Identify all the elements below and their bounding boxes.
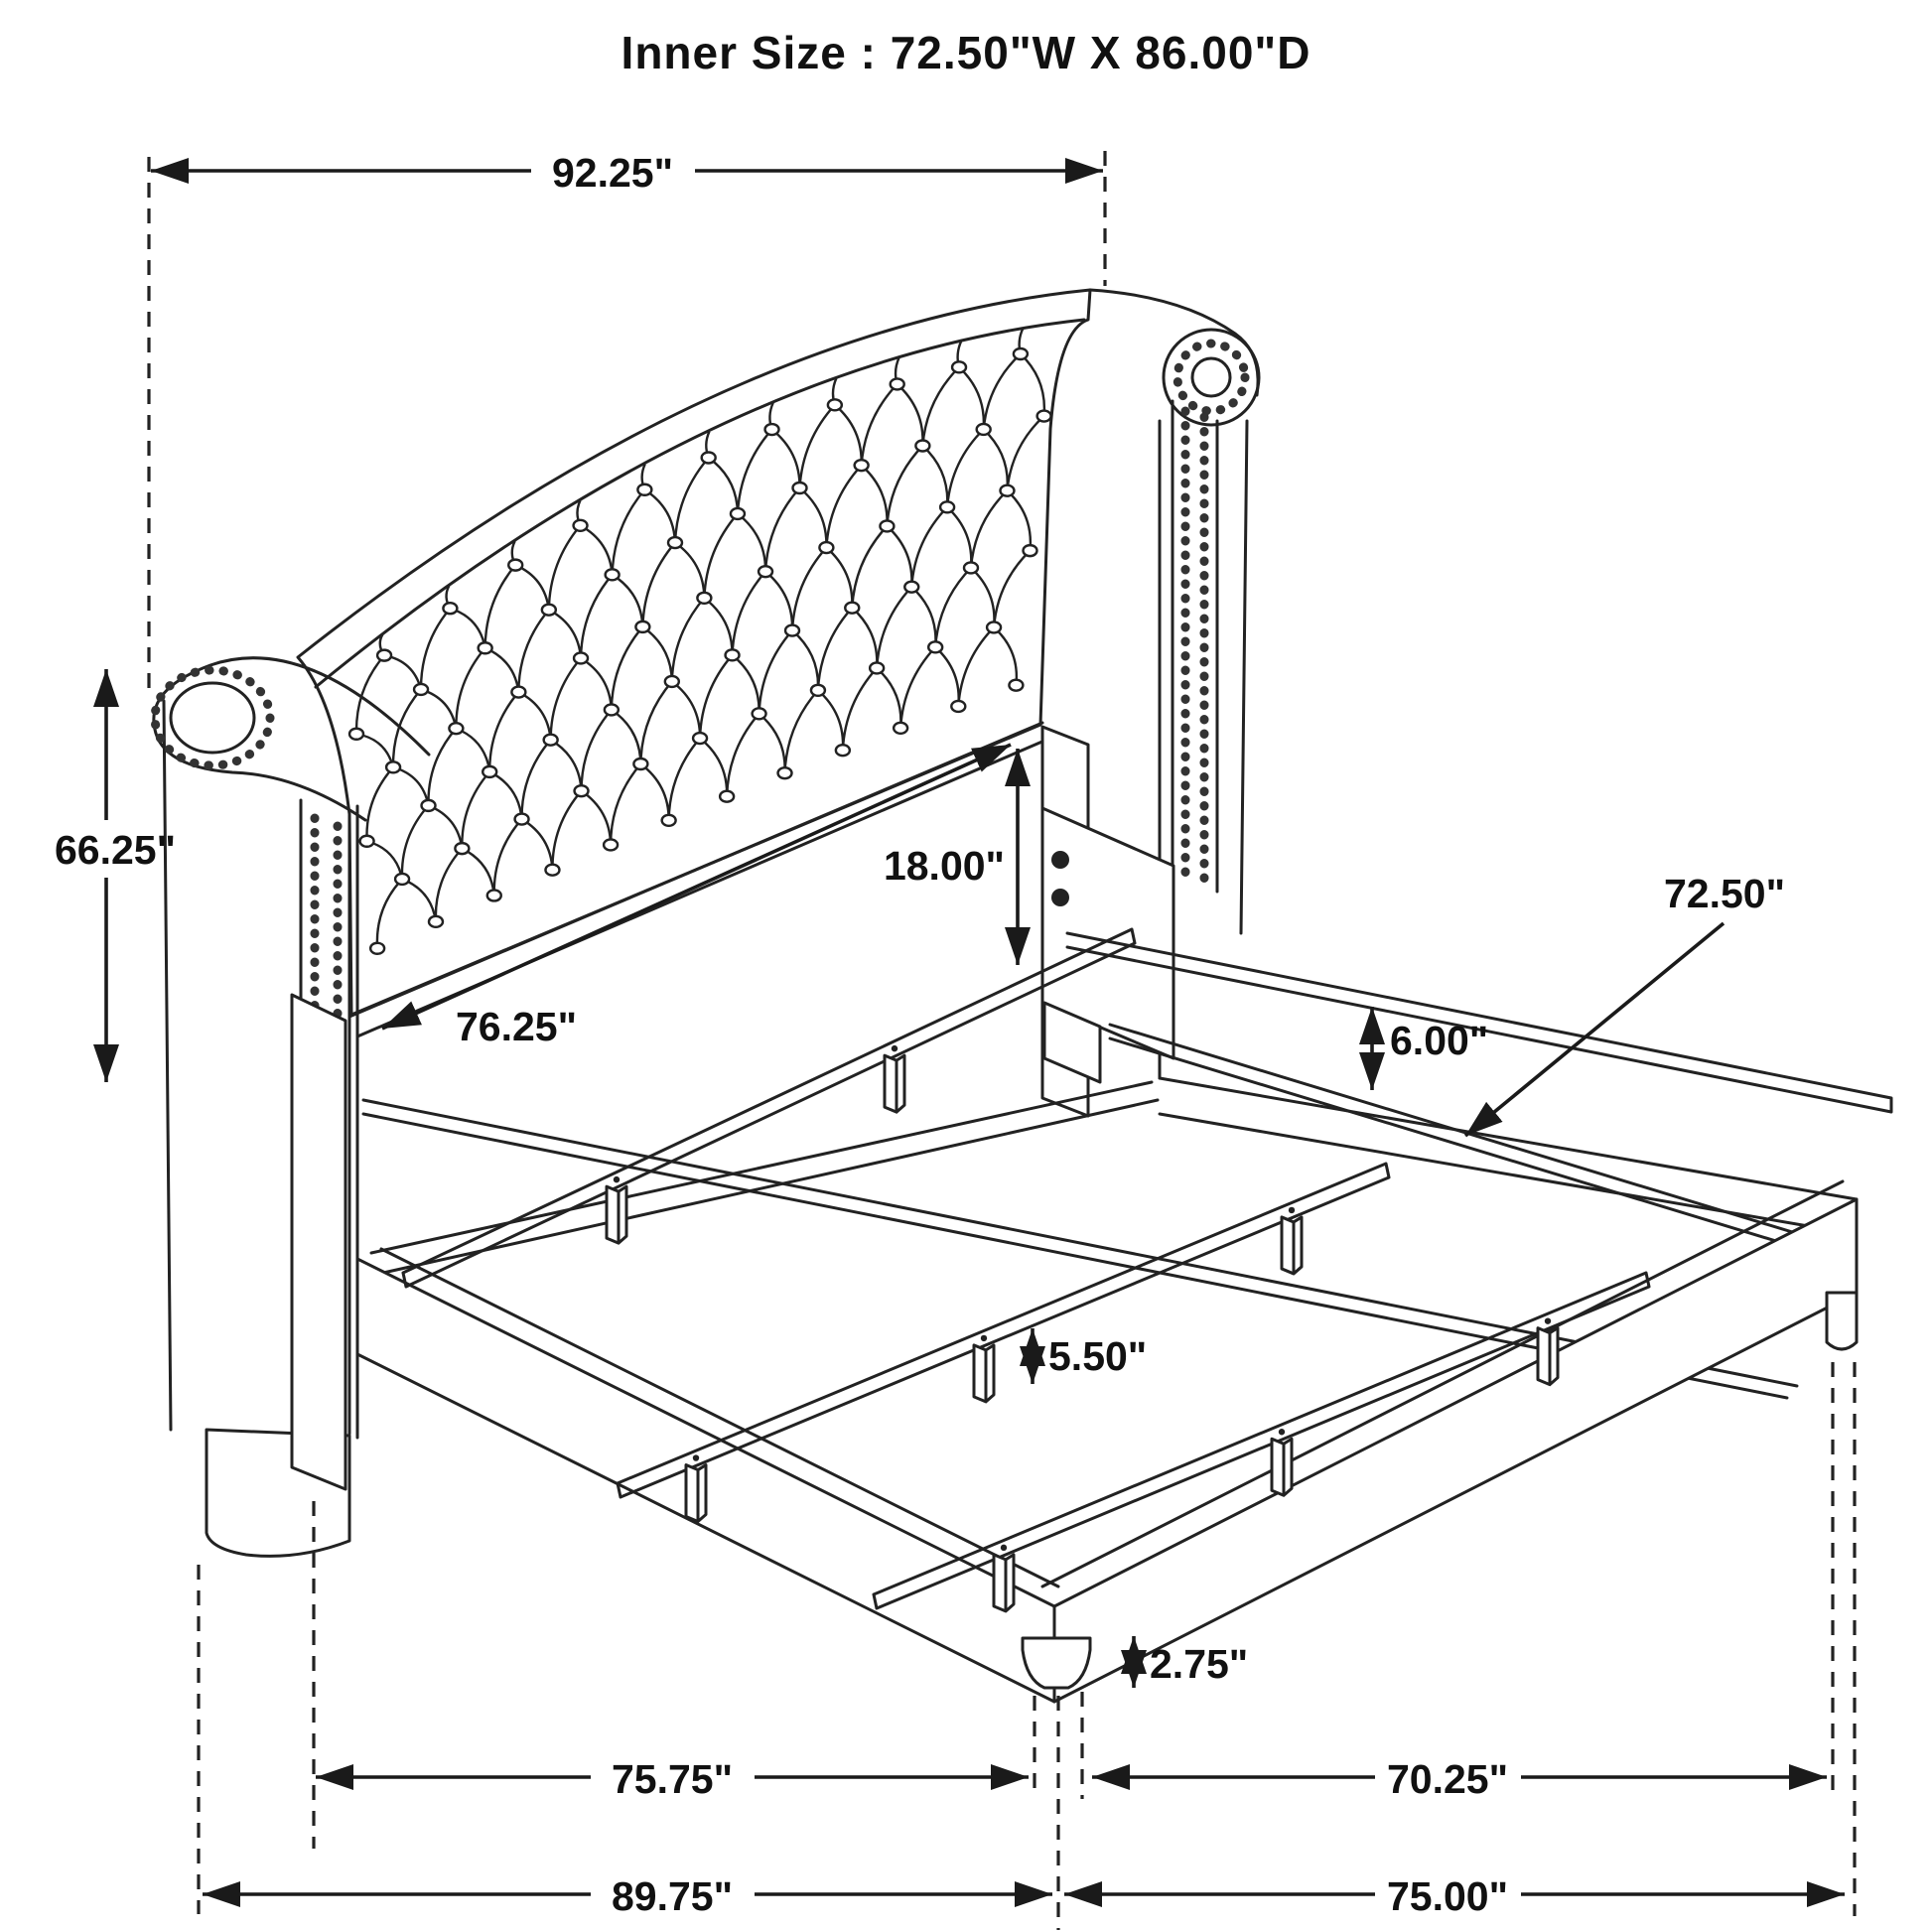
left-scroll-endcap (171, 683, 254, 753)
tuft-button (455, 843, 469, 854)
tuft-button (515, 814, 529, 825)
dim-slat-rail-leader (1465, 923, 1724, 1136)
slat-bolt-dot (892, 1045, 897, 1051)
tuft-button (511, 687, 525, 698)
page-title: Inner Size : 72.50"W X 86.00"D (621, 27, 1311, 78)
tuft-button (765, 424, 779, 435)
tuft-button (1014, 348, 1028, 359)
tuft-button (370, 943, 384, 954)
tuft-button (731, 508, 745, 519)
tuft-button (894, 723, 907, 734)
label-rail-gap: 6.00" (1390, 1018, 1489, 1063)
label-foot-leg-height: 2.75" (1150, 1641, 1249, 1687)
tuft-button (1037, 411, 1051, 422)
label-headboard-clearance: 18.00" (883, 843, 1005, 889)
tuft-button (633, 759, 647, 769)
label-headboard-width: 76.25" (455, 1004, 578, 1049)
tuft-button (483, 766, 496, 777)
tuft-button (828, 399, 842, 410)
tuft-button (753, 708, 766, 719)
tuft-button (575, 785, 589, 796)
tuft-button (880, 520, 894, 531)
tuft-button (987, 621, 1001, 632)
tuft-button (811, 685, 825, 696)
frame-back-edges (371, 1082, 1158, 1273)
tuft-button (785, 625, 799, 636)
tuft-button (836, 745, 850, 756)
tuft-button (778, 767, 792, 778)
tuft-button (891, 378, 904, 389)
tuft-button (697, 593, 711, 604)
left-panel-back-edge (164, 701, 171, 1430)
tuft-button (668, 537, 682, 548)
headboard-panel (298, 290, 1090, 1036)
bolt-hole-bottom (1051, 889, 1069, 906)
label-frame-front-width: 75.75" (611, 1756, 734, 1802)
slat-bolt-dot (1279, 1429, 1285, 1435)
tuft-button (855, 460, 869, 471)
tuft-button (544, 735, 558, 746)
tuft-button (449, 723, 463, 734)
tuft-button (793, 483, 807, 493)
tuft-button (604, 839, 618, 850)
slat-bolt-dot (693, 1454, 699, 1460)
label-overall-depth: 89.75" (611, 1873, 734, 1919)
label-side-rail-length: 70.25" (1386, 1756, 1509, 1802)
tuft-button (1023, 545, 1036, 556)
right-scroll-nailheads (1177, 344, 1245, 411)
tuft-button (606, 569, 620, 580)
label-overall-width: 92.25" (551, 150, 674, 196)
tuft-button (952, 361, 966, 372)
tuft-button (574, 652, 588, 663)
tuft-button (904, 582, 918, 593)
foot-left-leg (1023, 1638, 1090, 1688)
tuft-button (487, 890, 501, 900)
tuft-button (429, 916, 443, 927)
tuft-button (665, 676, 679, 687)
slat-bolt-dot (614, 1176, 620, 1182)
tuft-button (870, 662, 884, 673)
slat-leg (974, 1345, 994, 1402)
tuft-button (845, 603, 859, 614)
right-panel-side-edge (1241, 421, 1247, 933)
foot-right-leg (1827, 1293, 1857, 1349)
tuft-button (977, 424, 991, 435)
tuft-button (574, 520, 588, 531)
tuft-button (1000, 485, 1014, 496)
label-platform-depth: 75.00" (1386, 1873, 1509, 1919)
tuft-button (726, 649, 740, 660)
slat-leg (1538, 1328, 1558, 1385)
slat-leg (1272, 1439, 1292, 1495)
tuft-button (662, 815, 676, 826)
tuft-button (386, 761, 400, 772)
tuft-button (928, 641, 942, 652)
bed-drawing (154, 290, 1891, 1702)
label-slat-leg-height: 5.50" (1048, 1333, 1148, 1379)
slat-bolt-dot (1289, 1207, 1295, 1213)
tuft-button (422, 800, 436, 811)
tuft-button (1009, 680, 1023, 691)
slat-leg (885, 1055, 904, 1112)
tuft-button (479, 642, 492, 653)
tuft-button (443, 603, 457, 614)
tuft-button (964, 562, 978, 573)
slat-leg (1282, 1217, 1302, 1274)
bolt-hole-top (1051, 851, 1069, 869)
tuft-button (542, 605, 556, 616)
tuft-button (637, 484, 651, 495)
tuft-button (349, 729, 363, 740)
slat-bolt-dot (1545, 1317, 1551, 1323)
tuft-button (377, 650, 391, 661)
tuft-button (702, 452, 716, 463)
tuft-button (915, 440, 929, 451)
slat-leg (994, 1555, 1014, 1611)
slat-leg (607, 1186, 626, 1243)
tuft-button (693, 733, 707, 744)
tuft-button (395, 874, 409, 885)
tuft-button (951, 701, 965, 712)
tuft-button (508, 560, 522, 571)
slat-leg (686, 1465, 706, 1522)
headboard-left-leg (292, 995, 345, 1489)
tuft-button (360, 836, 374, 847)
slat-bolt-dot (1001, 1545, 1007, 1551)
tuft-button (545, 865, 559, 876)
label-slat-rail-length: 72.50" (1663, 871, 1786, 916)
right-scroll-inner (1192, 358, 1230, 396)
slat-bolt-dot (981, 1335, 987, 1341)
tuft-button (940, 501, 954, 512)
right-scroll-top (1090, 290, 1258, 395)
tuft-button (819, 542, 833, 553)
tuft-button (635, 621, 649, 632)
tuft-button (605, 704, 619, 715)
left-side-rail (357, 1249, 1058, 1702)
headboard-bracket (1042, 727, 1173, 1116)
tuft-button (414, 684, 428, 695)
tuft-button (720, 791, 734, 802)
label-overall-height: 66.25" (54, 827, 177, 873)
tuft-button (759, 566, 772, 577)
